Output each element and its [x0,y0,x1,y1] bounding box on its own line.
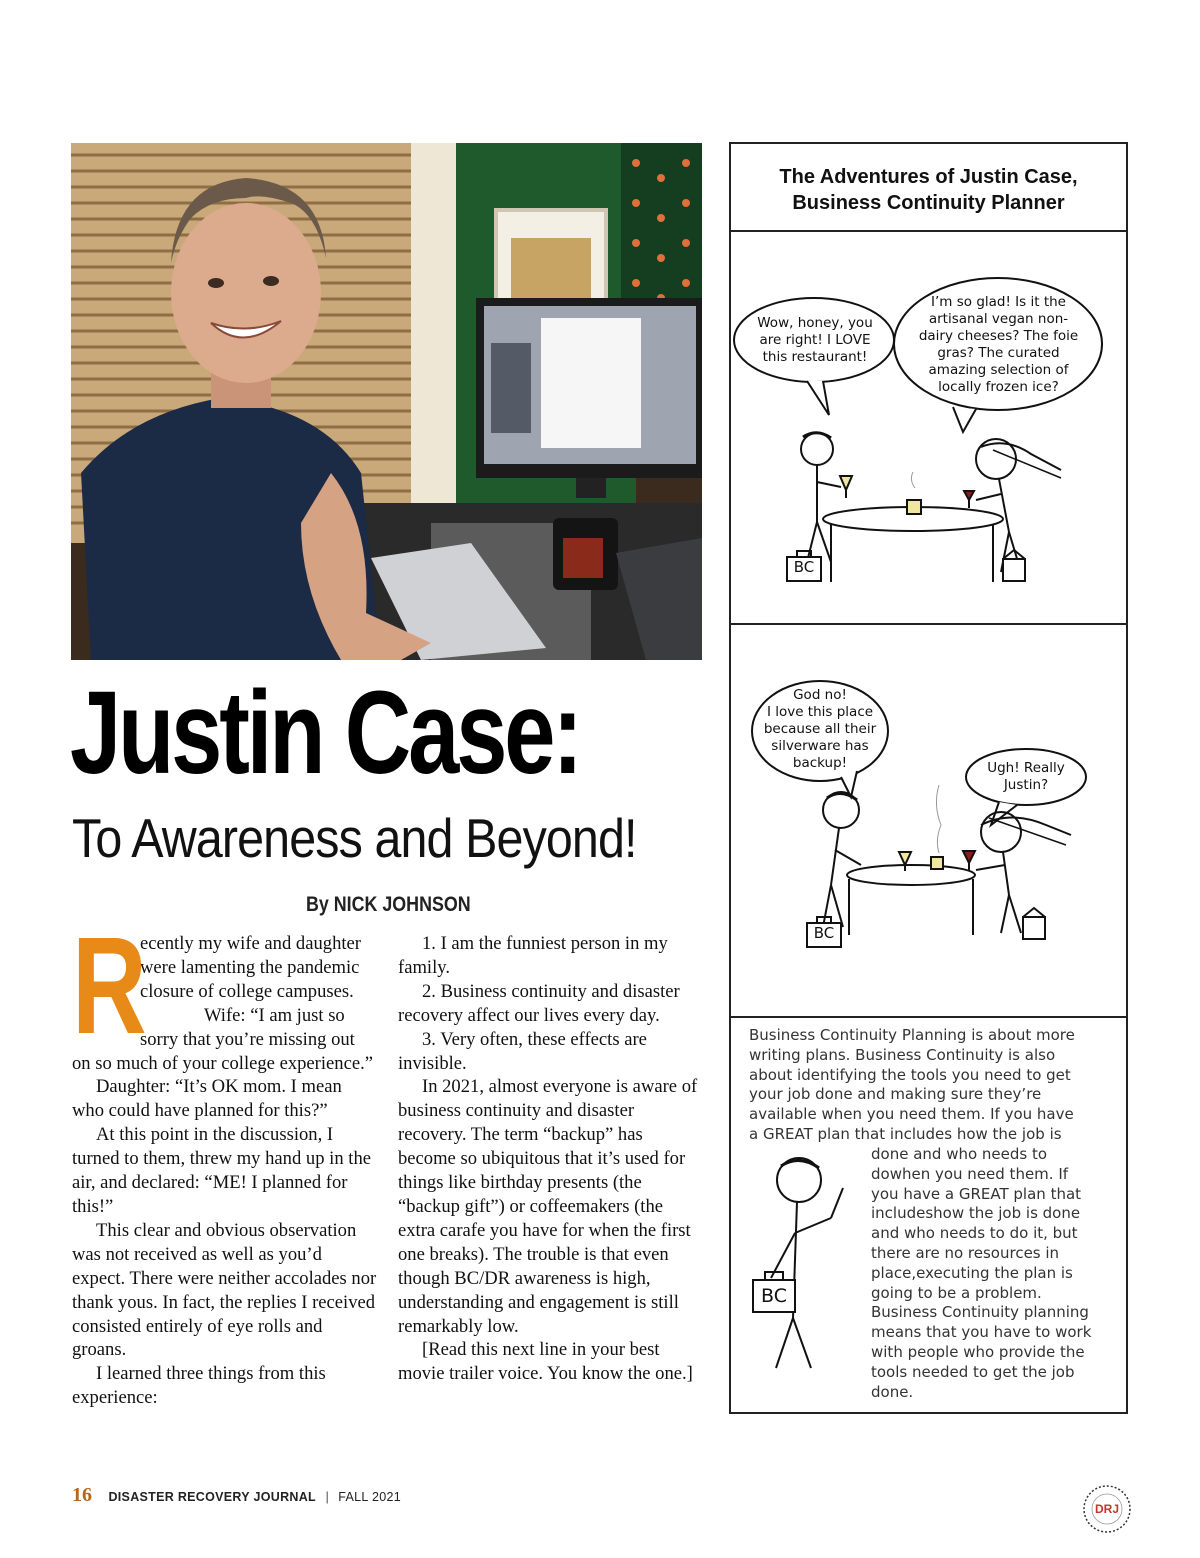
seal-text: DRJ [1094,1502,1120,1516]
comic-panel-2 [731,625,1126,1018]
panel-3-text-top: Business Continuity Planning is about more writing plans. Business Continuity is also about identifying the tools you need to get your job done and making sure they’re available when you need them. If you have a GREAT plan that includes how the job is [749,1026,1075,1143]
paragraph: 3. Very often, these effects are invisible. [398,1028,647,1074]
paragraph: Daughter: “It’s OK mom. I mean who could have planned for this?” [72,1076,342,1122]
paragraph: Wife: “I am just so sorry that you’re missing out on so much of your college experience.” [72,1004,373,1074]
comic-panel-1 [731,232,1126,625]
byline: By NICK JOHNSON [306,893,471,916]
speech-bubble-left: Wow, honey, you are right! I LOVE this restaurant! [757,315,873,365]
bc-bag-label: BC [761,1285,787,1307]
paragraph: I learned three things from this experience: [72,1363,326,1409]
speech-bubble-right: Ugh! Really Justin? [987,760,1065,793]
speech-bubble-left: God no! I love this place because all their silverware has backup! [763,687,877,771]
issue-season: FALL 2021 [338,1490,401,1504]
author-photo [71,143,702,660]
speech-bubble-right: I’m so glad! Is it the artisanal vegan non- dairy cheeses? The foie gras? The curated amazing selection of locally frozen ice? [918,294,1079,395]
paragraph: [Read this next line in your best movie trailer voice. You know the one.] [398,1339,693,1385]
page-number: 16 [72,1484,92,1506]
article-title: Justin Case: [70,667,580,799]
panel-3-text-side: done and who needs to dowhen you need them. If you have a GREAT plan that includeshow the job is done and who needs to do it, but there are no resources in place,executing the plan is going to be a problem. Business Continuity planning means that you have to work with people who provide the tools needed to get the job done. [871,1145,1092,1401]
paragraph: 2. Business continuity and disaster recovery affect our lives every day. [398,980,680,1026]
footer-separator: | [325,1489,329,1504]
page-footer [72,1484,401,1507]
article-column-2 [398,932,702,1386]
bc-bag-label: BC [813,924,835,942]
article-column-1 [72,909,378,1410]
paragraph: 1. I am the funniest person in my family. [398,933,668,978]
paragraph: At this point in the discussion, I turned to them, threw my hand up in the air, and declared: “ME! I planned for this!” [72,1124,371,1217]
paragraph: In 2021, almost everyone is aware of business continuity and disaster recovery. The term “backup” has become so ubiquitous that it’s used for things like birthday presents (the “backup gift”) or coffeemakers (the extra carafe you have for when the first one breaks). The trouble is that even though BC/DR awareness is high, understanding and engagement is still remarkably low. [398,1076,698,1337]
bc-bag-label: BC [793,558,815,576]
comic-panel-3 [731,1018,1126,1412]
paragraph: R ecently my wife and daughter were lamenting the pandemic closure of college campuses. [72,909,361,1063]
drop-cap: R [72,909,147,1063]
comic-title: The Adventures of Justin Case, Business Continuity Planner [731,144,1126,232]
paragraph: This clear and obvious observation was not received as well as you’d expect. There were neither accolades nor thank yous. In fact, the replies I received consisted entirely of eye rolls and groans. [72,1219,377,1361]
drj-seal-icon [1082,1484,1132,1534]
article-subtitle: To Awareness and Beyond! [72,807,637,869]
comic-strip [729,142,1128,1414]
journal-name: DISASTER RECOVERY JOURNAL [108,1490,316,1504]
